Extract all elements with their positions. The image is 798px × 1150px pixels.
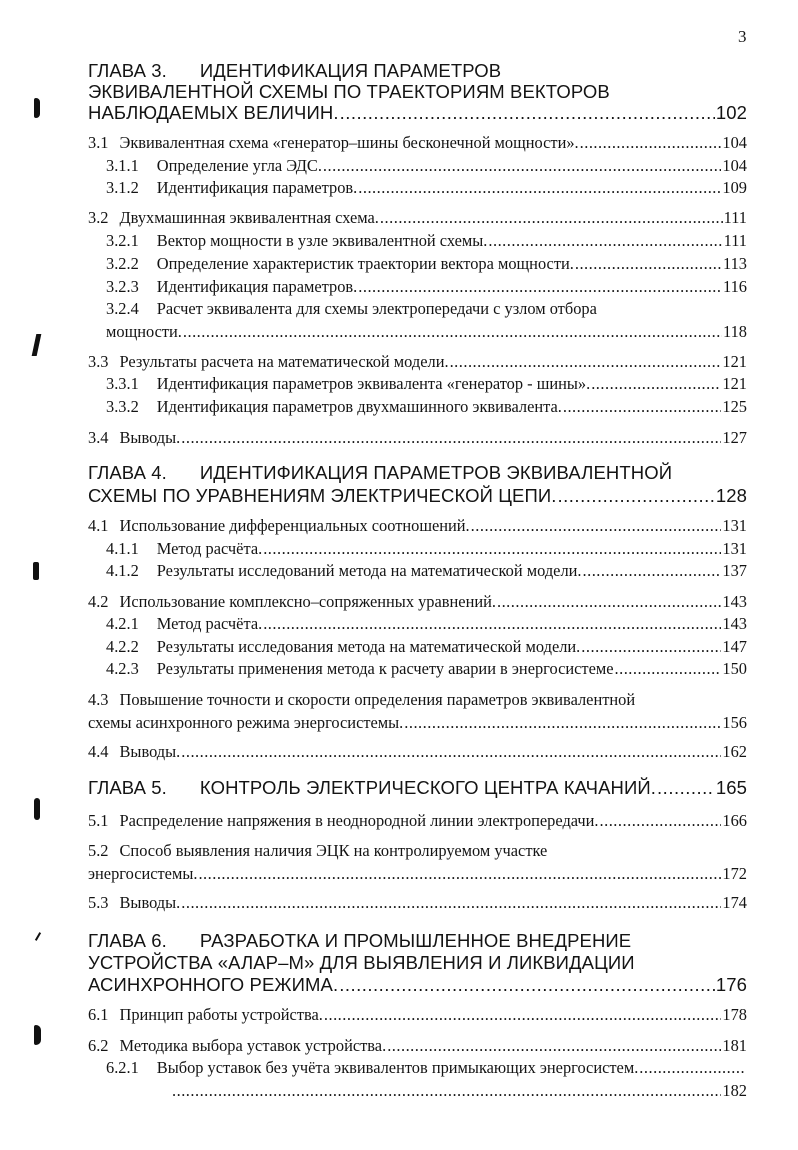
- page-ref: 121: [722, 374, 747, 393]
- page-ref: 165: [715, 777, 747, 798]
- page-ref: 156: [722, 713, 747, 732]
- section-number: 6.2: [88, 1036, 109, 1055]
- section-number: 4.1.2: [106, 561, 139, 580]
- section-title: энергосистемы.: [88, 864, 198, 883]
- leader-dots: [183, 322, 722, 342]
- toc-section-4-1-1[interactable]: [106, 539, 747, 559]
- leader-dots: [323, 156, 721, 176]
- page-ref: 121: [722, 352, 747, 371]
- leader-dots: [657, 777, 715, 799]
- leader-dots: [358, 178, 721, 198]
- leader-dots: [339, 974, 715, 996]
- section-number: 4.2: [88, 592, 109, 611]
- section-title: Результаты применения метода к расчету аварии в энергосистеме: [156, 659, 614, 678]
- leader-dots: [172, 1081, 721, 1101]
- toc-section-3-2-4[interactable]: [106, 299, 747, 319]
- chapter-title: НАБЛЮДАЕМЫХ ВЕЛИЧИН.: [88, 102, 339, 123]
- chapter-title: КОНТРОЛЬ ЭЛЕКТРИЧЕСКОГО ЦЕНТРА КАЧАНИЙ.: [199, 777, 657, 798]
- section-number: 6.2.1: [106, 1058, 139, 1077]
- page-ref: 178: [722, 1005, 747, 1024]
- section-title: Определение характеристик траектории вектора мощности.: [156, 254, 574, 273]
- page-ref: 116: [723, 277, 747, 296]
- leader-dots: [380, 208, 723, 228]
- section-title: схемы асинхронного режима энергосистемы.: [88, 713, 404, 732]
- section-title: Распределение напряжения в неоднородной линии электропередачи.: [119, 811, 599, 830]
- leader-dots: [340, 102, 715, 124]
- toc-section-4-2-1[interactable]: [106, 614, 747, 634]
- scan-mark: [35, 932, 41, 941]
- section-title: Выбор уставок без учёта эквивалентов примыкающих энергосистем.: [156, 1058, 639, 1077]
- page-ref: 111: [723, 231, 747, 250]
- section-number: 3.3: [88, 352, 109, 371]
- section-number: 4.1: [88, 516, 109, 535]
- section-title: Принцип работы устройства.: [119, 1005, 323, 1024]
- leader-dots: [263, 614, 721, 634]
- section-title: Выводы.: [119, 742, 181, 761]
- toc-section-4-1[interactable]: [88, 516, 747, 536]
- section-title: Вектор мощности в узле эквивалентной схемы.: [156, 231, 488, 250]
- section-number: 4.1.1: [106, 539, 139, 558]
- toc-section-4-2[interactable]: [88, 592, 747, 612]
- leader-dots: [358, 277, 722, 297]
- page-ref: 147: [722, 637, 747, 656]
- section-number: 3.1.1: [106, 156, 139, 175]
- leader-dots: [583, 561, 722, 581]
- leader-dots: [558, 485, 715, 507]
- chapter-title: ЭКВИВАЛЕНТНОЙ СХЕМЫ ПО ТРАЕКТОРИЯМ ВЕКТОРОВ: [88, 81, 610, 102]
- page-ref: 162: [722, 742, 747, 761]
- toc-section-4-4[interactable]: [88, 742, 747, 762]
- section-number: 5.2: [88, 841, 109, 860]
- chapter-title: СХЕМЫ ПО УРАВНЕНИЯМ ЭЛЕКТРИЧЕСКОЙ ЦЕПИ.: [88, 485, 557, 506]
- toc-section-3-2-1[interactable]: [106, 231, 747, 251]
- leader-dots: [497, 592, 721, 612]
- chapter-number: ГЛАВА 6.: [88, 930, 167, 951]
- page-ref: 104: [722, 156, 747, 175]
- section-title: Расчет эквивалента для схемы электропередачи с узлом отбора: [156, 299, 597, 318]
- leader-dots: [324, 1005, 722, 1025]
- leader-dots: [404, 713, 721, 733]
- leader-dots: [563, 397, 722, 417]
- toc-chapter-5[interactable]: [88, 777, 747, 799]
- toc-chapter-3-cont: [88, 81, 747, 103]
- leader-dots: [600, 811, 722, 831]
- section-title: Идентификация параметров двухмашинного эквивалента.: [156, 397, 562, 416]
- page-ref: 128: [715, 485, 747, 506]
- section-title: Выводы.: [119, 893, 181, 912]
- scan-mark: [33, 562, 39, 580]
- toc-section-3-1-2[interactable]: [106, 178, 747, 198]
- section-title: Выводы.: [119, 428, 181, 447]
- page-ref: 150: [722, 659, 747, 678]
- page-ref: 143: [722, 614, 747, 633]
- section-number: 3.3.2: [106, 397, 139, 416]
- page-ref: 131: [722, 516, 747, 535]
- section-title: Повышение точности и скорости определения параметров эквивалентной: [119, 690, 636, 709]
- leader-dots: [581, 637, 721, 657]
- leader-dots: [450, 352, 722, 372]
- toc-chapter-4[interactable]: [88, 462, 747, 484]
- toc-chapter-4-cont: [88, 485, 747, 507]
- section-number: 4.4: [88, 742, 109, 761]
- toc-section-3-1-1[interactable]: [106, 156, 747, 176]
- leader-dots: [181, 428, 721, 448]
- scan-mark: [32, 334, 42, 356]
- toc-chapter-6-cont: [88, 974, 747, 996]
- section-title: Результаты исследования метода на математической модели.: [156, 637, 581, 656]
- section-title: Использование комплексно–сопряженных уравнений.: [119, 592, 496, 611]
- toc-section-6-2-1-cont[interactable]: [172, 1081, 747, 1101]
- leader-dots: [575, 254, 722, 274]
- section-number: 3.3.1: [106, 374, 139, 393]
- section-number: 3.2.2: [106, 254, 139, 273]
- toc-section-3-2-2[interactable]: [106, 254, 747, 274]
- leader-dots: [263, 539, 721, 559]
- toc-section-3-3-1[interactable]: [106, 374, 747, 394]
- section-title: Результаты расчета на математической модели.: [119, 352, 449, 371]
- section-title: Двухмашинная эквивалентная схема.: [119, 208, 379, 227]
- toc-section-4-3-cont[interactable]: [88, 713, 747, 733]
- page-ref: 137: [722, 561, 747, 580]
- leader-dots: [471, 516, 722, 536]
- page-ref: 143: [722, 592, 747, 611]
- chapter-title: РАЗРАБОТКА И ПРОМЫШЛЕННОЕ ВНЕДРЕНИЕ: [199, 930, 632, 951]
- scan-mark: [34, 98, 40, 118]
- scan-mark: [34, 798, 40, 820]
- section-number: 3.2: [88, 208, 109, 227]
- leader-dots: [580, 133, 722, 153]
- section-title: Идентификация параметров.: [156, 178, 358, 197]
- page-ref: 127: [722, 428, 747, 447]
- toc-section-3-1[interactable]: [88, 133, 747, 153]
- section-title: Результаты исследований метода на математической модели.: [156, 561, 582, 580]
- toc-section-4-1-2[interactable]: [106, 561, 747, 581]
- section-number: 5.3: [88, 893, 109, 912]
- toc-section-5-2-cont[interactable]: [88, 864, 747, 884]
- section-title: Идентификация параметров эквивалента «генератор - шины».: [156, 374, 591, 393]
- toc-section-3-2-4-cont[interactable]: [106, 322, 747, 342]
- section-number: 4.2.1: [106, 614, 139, 633]
- section-title: Эквивалентная схема «генератор–шины бесконечной мощности».: [119, 133, 579, 152]
- section-title: Способ выявления наличия ЭЦК на контролируемом участке: [119, 841, 548, 860]
- section-number: 4.2.2: [106, 637, 139, 656]
- section-number: 3.4: [88, 428, 109, 447]
- toc-section-6-1[interactable]: [88, 1005, 747, 1025]
- section-title: мощности.: [106, 322, 182, 341]
- toc-section-5-2[interactable]: [88, 841, 747, 861]
- leader-dots: [615, 659, 722, 679]
- section-title: Метод расчёта.: [156, 614, 263, 633]
- section-title: Определение угла ЭДС.: [156, 156, 322, 175]
- section-number: 3.1: [88, 133, 109, 152]
- section-title: Методика выбора уставок устройства.: [119, 1036, 387, 1055]
- leader-dots: [198, 864, 721, 884]
- toc-section-3-3-2[interactable]: [106, 397, 747, 417]
- section-number: 4.2.3: [106, 659, 139, 678]
- chapter-number: ГЛАВА 4.: [88, 462, 167, 483]
- page-ref: 172: [722, 864, 747, 883]
- toc-chapter-3-cont: [88, 102, 747, 124]
- section-number: 5.1: [88, 811, 109, 830]
- section-number: 4.3: [88, 690, 109, 709]
- section-number: 6.1: [88, 1005, 109, 1024]
- toc-section-6-2[interactable]: [88, 1036, 747, 1056]
- toc-section-3-4[interactable]: [88, 428, 747, 448]
- page-ref: 166: [722, 811, 747, 830]
- page-ref: 182: [722, 1081, 747, 1100]
- page-number: 3: [738, 27, 747, 46]
- page-ref: 102: [715, 102, 747, 123]
- toc-section-5-1[interactable]: [88, 811, 747, 831]
- leader-dots: [591, 374, 721, 394]
- leader-dots: [639, 1058, 746, 1078]
- page-ref: 181: [722, 1036, 747, 1055]
- chapter-title: УСТРОЙСТВА «АЛАР–М» ДЛЯ ВЫЯВЛЕНИЯ И ЛИКВИДАЦИИ: [88, 952, 635, 973]
- chapter-number: ГЛАВА 5.: [88, 777, 167, 798]
- toc-section-3-3[interactable]: [88, 352, 747, 372]
- page-ref: 125: [722, 397, 747, 416]
- page-ref: 118: [723, 322, 747, 341]
- toc-section-5-3[interactable]: [88, 893, 747, 913]
- page-ref: 176: [715, 974, 747, 995]
- section-number: 3.1.2: [106, 178, 139, 197]
- page-ref: 131: [722, 539, 747, 558]
- leader-dots: [387, 1036, 721, 1056]
- section-title: Идентификация параметров.: [156, 277, 358, 296]
- toc-section-4-2-3[interactable]: [106, 659, 747, 679]
- page-ref: 174: [722, 893, 747, 912]
- leader-dots: [488, 231, 722, 251]
- section-title: Использование дифференциальных соотношений.: [119, 516, 470, 535]
- page-ref: 113: [723, 254, 747, 273]
- section-number: 3.2.4: [106, 299, 139, 318]
- page-ref: 104: [722, 133, 747, 152]
- toc-section-3-2[interactable]: [88, 208, 747, 228]
- toc-section-3-2-3[interactable]: [106, 277, 747, 297]
- chapter-title: ИДЕНТИФИКАЦИЯ ПАРАМЕТРОВ: [199, 60, 502, 81]
- toc-section-6-2-1[interactable]: [106, 1058, 747, 1078]
- scan-mark: [34, 1025, 41, 1045]
- chapter-title: ИДЕНТИФИКАЦИЯ ПАРАМЕТРОВ ЭКВИВАЛЕНТНОЙ: [199, 462, 673, 483]
- page-ref: 111: [723, 208, 747, 227]
- toc-section-4-2-2[interactable]: [106, 637, 747, 657]
- section-number: 3.2.3: [106, 277, 139, 296]
- toc-section-4-3[interactable]: [88, 690, 747, 710]
- leader-dots: [181, 742, 721, 762]
- leader-dots: [181, 893, 721, 913]
- page-ref: 109: [722, 178, 747, 197]
- toc-chapter-3[interactable]: [88, 60, 747, 82]
- chapter-title: АСИНХРОННОГО РЕЖИМА.: [88, 974, 339, 995]
- toc-chapter-6-cont: [88, 952, 747, 974]
- section-number: 3.2.1: [106, 231, 139, 250]
- toc-chapter-6[interactable]: [88, 930, 747, 952]
- section-title: Метод расчёта.: [156, 539, 263, 558]
- chapter-number: ГЛАВА 3.: [88, 60, 167, 81]
